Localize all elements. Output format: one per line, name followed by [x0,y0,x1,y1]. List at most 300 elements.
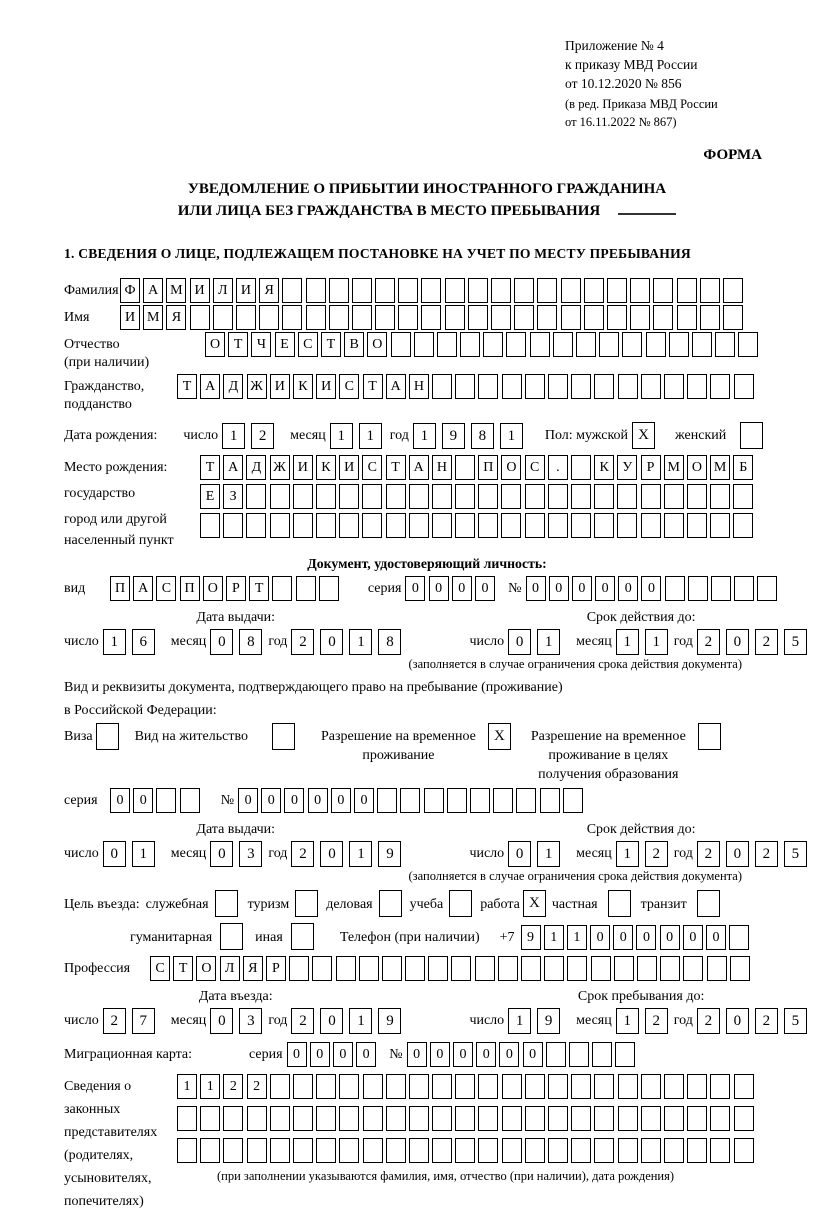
char-cell[interactable]: С [362,455,382,480]
char-cell[interactable]: О [205,332,225,357]
char-cell[interactable]: Н [432,455,452,480]
char-cell[interactable]: И [316,374,336,399]
char-cell[interactable] [734,374,754,399]
char-cell[interactable] [455,455,475,480]
char-cell[interactable] [683,956,703,981]
char-cell[interactable] [687,374,707,399]
char-cell[interactable] [455,1074,475,1099]
char-cell[interactable] [617,513,637,538]
char-cell[interactable]: 2 [697,1008,720,1034]
char-cell[interactable]: С [298,332,318,357]
char-cell[interactable] [398,278,418,303]
char-cell[interactable]: 0 [726,841,749,867]
char-cell[interactable] [432,1138,452,1163]
char-cell[interactable] [468,278,488,303]
char-cell[interactable]: Р [226,576,246,601]
char-cell[interactable] [710,1138,730,1163]
char-cell[interactable] [687,1138,707,1163]
char-cell[interactable] [483,332,503,357]
char-cell[interactable]: 0 [726,1008,749,1034]
char-cell[interactable]: 1 [349,629,372,655]
char-cell[interactable] [594,484,614,509]
char-cell[interactable]: 9 [521,925,541,950]
char-cell[interactable] [660,956,680,981]
char-cell[interactable] [594,1106,614,1131]
char-cell[interactable]: 3 [239,1008,262,1034]
char-cell[interactable]: К [293,374,313,399]
char-cell[interactable]: И [236,278,256,303]
char-cell[interactable] [664,1074,684,1099]
char-cell[interactable]: 0 [210,1008,233,1034]
char-cell[interactable] [316,1138,336,1163]
char-cell[interactable] [270,1138,290,1163]
char-cell[interactable] [594,513,614,538]
char-cell[interactable]: Б [733,455,753,480]
char-cell[interactable] [424,788,444,813]
char-cell[interactable]: 0 [407,1042,427,1067]
char-cell[interactable]: 1 [616,841,639,867]
char-cell[interactable] [618,1074,638,1099]
char-cell[interactable] [506,332,526,357]
char-cell[interactable] [734,1074,754,1099]
char-cell[interactable]: 2 [755,841,778,867]
char-cell[interactable] [319,576,339,601]
char-cell[interactable]: 1 [222,423,245,449]
char-cell[interactable] [223,1106,243,1131]
char-cell[interactable] [316,484,336,509]
char-cell[interactable]: 1 [616,629,639,655]
char-cell[interactable] [498,956,518,981]
char-cell[interactable]: К [594,455,614,480]
char-cell[interactable]: 0 [590,925,610,950]
char-cell[interactable] [363,1106,383,1131]
char-cell[interactable]: 0 [523,1042,543,1067]
char-cell[interactable] [571,1138,591,1163]
temp-permit-checkbox[interactable]: X [488,723,511,750]
char-cell[interactable] [669,332,689,357]
char-cell[interactable]: 0 [331,788,351,813]
char-cell[interactable] [514,278,534,303]
char-cell[interactable] [421,305,441,330]
char-cell[interactable]: 2 [755,629,778,655]
char-cell[interactable] [502,1138,522,1163]
char-cell[interactable] [437,332,457,357]
char-cell[interactable] [468,305,488,330]
char-cell[interactable] [653,305,673,330]
char-cell[interactable] [293,1074,313,1099]
purpose-private-checkbox[interactable] [608,890,631,917]
char-cell[interactable] [569,1042,589,1067]
char-cell[interactable]: 8 [471,423,494,449]
char-cell[interactable]: 0 [405,576,425,601]
char-cell[interactable]: 2 [697,841,720,867]
char-cell[interactable]: 0 [452,576,472,601]
char-cell[interactable] [460,332,480,357]
char-cell[interactable]: И [339,455,359,480]
char-cell[interactable]: 0 [354,788,374,813]
char-cell[interactable]: А [143,278,163,303]
char-cell[interactable] [316,1106,336,1131]
char-cell[interactable] [270,1106,290,1131]
char-cell[interactable] [455,374,475,399]
char-cell[interactable] [723,278,743,303]
char-cell[interactable] [478,484,498,509]
char-cell[interactable]: Е [275,332,295,357]
char-cell[interactable]: 2 [223,1074,243,1099]
char-cell[interactable] [478,1138,498,1163]
char-cell[interactable]: 0 [284,788,304,813]
char-cell[interactable]: 0 [726,629,749,655]
purpose-study-checkbox[interactable] [449,890,472,917]
char-cell[interactable] [734,576,754,601]
char-cell[interactable]: С [525,455,545,480]
char-cell[interactable] [692,332,712,357]
char-cell[interactable]: 1 [200,1074,220,1099]
char-cell[interactable]: А [200,374,220,399]
char-cell[interactable] [293,484,313,509]
char-cell[interactable] [553,332,573,357]
char-cell[interactable] [339,513,359,538]
char-cell[interactable]: 9 [442,423,465,449]
char-cell[interactable] [409,513,429,538]
char-cell[interactable]: 3 [239,841,262,867]
char-cell[interactable] [502,1074,522,1099]
char-cell[interactable] [641,1106,661,1131]
char-cell[interactable] [447,788,467,813]
char-cell[interactable]: 2 [251,423,274,449]
char-cell[interactable] [537,305,557,330]
char-cell[interactable]: 0 [356,1042,376,1067]
char-cell[interactable] [428,956,448,981]
char-cell[interactable] [400,788,420,813]
char-cell[interactable]: 1 [132,841,155,867]
char-cell[interactable]: 2 [291,1008,314,1034]
char-cell[interactable] [386,1138,406,1163]
char-cell[interactable] [646,332,666,357]
char-cell[interactable] [563,788,583,813]
char-cell[interactable] [363,1138,383,1163]
char-cell[interactable] [641,374,661,399]
char-cell[interactable] [525,484,545,509]
char-cell[interactable]: О [687,455,707,480]
char-cell[interactable] [414,332,434,357]
char-cell[interactable]: В [344,332,364,357]
char-cell[interactable]: Я [259,278,279,303]
purpose-work-checkbox[interactable]: X [523,890,546,917]
char-cell[interactable] [445,278,465,303]
char-cell[interactable] [223,1138,243,1163]
char-cell[interactable] [548,1074,568,1099]
char-cell[interactable] [491,305,511,330]
char-cell[interactable] [594,1074,614,1099]
char-cell[interactable]: 0 [526,576,546,601]
char-cell[interactable] [247,1106,267,1131]
char-cell[interactable]: 1 [544,925,564,950]
char-cell[interactable] [548,1106,568,1131]
char-cell[interactable]: 1 [103,629,126,655]
char-cell[interactable] [296,576,316,601]
char-cell[interactable] [525,513,545,538]
char-cell[interactable] [677,278,697,303]
char-cell[interactable]: 0 [618,576,638,601]
char-cell[interactable] [293,1138,313,1163]
char-cell[interactable]: 1 [413,423,436,449]
char-cell[interactable] [213,305,233,330]
char-cell[interactable] [525,1074,545,1099]
char-cell[interactable] [470,788,490,813]
char-cell[interactable] [377,788,397,813]
char-cell[interactable]: 1 [359,423,382,449]
char-cell[interactable] [715,332,735,357]
char-cell[interactable]: Ф [120,278,140,303]
char-cell[interactable] [190,305,210,330]
char-cell[interactable]: 1 [500,423,523,449]
purpose-transit-checkbox[interactable] [697,890,720,917]
char-cell[interactable]: 1 [567,925,587,950]
char-cell[interactable]: 0 [103,841,126,867]
char-cell[interactable] [687,1074,707,1099]
char-cell[interactable] [622,332,642,357]
char-cell[interactable] [362,513,382,538]
char-cell[interactable] [664,513,684,538]
char-cell[interactable] [409,484,429,509]
char-cell[interactable] [571,513,591,538]
char-cell[interactable]: И [293,455,313,480]
char-cell[interactable] [548,484,568,509]
char-cell[interactable]: Р [641,455,661,480]
purpose-tourism-checkbox[interactable] [295,890,318,917]
char-cell[interactable]: 1 [508,1008,531,1034]
char-cell[interactable] [548,513,568,538]
char-cell[interactable]: 0 [613,925,633,950]
char-cell[interactable] [475,956,495,981]
char-cell[interactable]: 0 [320,841,343,867]
char-cell[interactable] [540,788,560,813]
char-cell[interactable]: П [180,576,200,601]
char-cell[interactable]: 1 [177,1074,197,1099]
char-cell[interactable] [548,374,568,399]
char-cell[interactable] [548,1138,568,1163]
char-cell[interactable] [525,1138,545,1163]
char-cell[interactable]: 5 [784,629,807,655]
char-cell[interactable]: С [150,956,170,981]
char-cell[interactable]: О [367,332,387,357]
char-cell[interactable] [502,1106,522,1131]
char-cell[interactable] [591,956,611,981]
char-cell[interactable]: 2 [291,841,314,867]
char-cell[interactable]: 0 [261,788,281,813]
char-cell[interactable] [386,1074,406,1099]
char-cell[interactable] [200,1106,220,1131]
char-cell[interactable]: 0 [320,1008,343,1034]
char-cell[interactable]: М [710,455,730,480]
char-cell[interactable]: 0 [287,1042,307,1067]
char-cell[interactable]: 0 [308,788,328,813]
char-cell[interactable]: 0 [660,925,680,950]
char-cell[interactable] [617,484,637,509]
char-cell[interactable] [316,513,336,538]
sex-female-checkbox[interactable] [740,422,763,449]
residence-permit-checkbox[interactable] [272,723,295,750]
char-cell[interactable] [491,278,511,303]
char-cell[interactable]: Д [223,374,243,399]
char-cell[interactable] [546,1042,566,1067]
char-cell[interactable]: 9 [378,841,401,867]
char-cell[interactable] [592,1042,612,1067]
char-cell[interactable]: Т [321,332,341,357]
char-cell[interactable] [223,513,243,538]
char-cell[interactable]: 0 [508,629,531,655]
char-cell[interactable] [665,576,685,601]
char-cell[interactable] [200,513,220,538]
char-cell[interactable]: Л [220,956,240,981]
char-cell[interactable] [641,1138,661,1163]
char-cell[interactable] [455,1138,475,1163]
char-cell[interactable]: 8 [378,629,401,655]
char-cell[interactable] [687,513,707,538]
char-cell[interactable]: 2 [103,1008,126,1034]
char-cell[interactable] [710,1106,730,1131]
char-cell[interactable] [386,513,406,538]
char-cell[interactable]: 0 [636,925,656,950]
char-cell[interactable] [282,278,302,303]
char-cell[interactable] [236,305,256,330]
char-cell[interactable] [329,305,349,330]
char-cell[interactable] [637,956,657,981]
char-cell[interactable]: А [386,374,406,399]
char-cell[interactable] [688,576,708,601]
char-cell[interactable]: 0 [238,788,258,813]
char-cell[interactable] [270,1074,290,1099]
char-cell[interactable]: Т [386,455,406,480]
char-cell[interactable] [571,455,591,480]
char-cell[interactable]: Я [166,305,186,330]
char-cell[interactable] [409,1074,429,1099]
char-cell[interactable] [363,1074,383,1099]
char-cell[interactable] [282,305,302,330]
char-cell[interactable] [544,956,564,981]
char-cell[interactable] [664,1138,684,1163]
char-cell[interactable] [571,374,591,399]
char-cell[interactable] [664,1106,684,1131]
purpose-business-checkbox[interactable] [379,890,402,917]
char-cell[interactable]: 0 [572,576,592,601]
char-cell[interactable]: 2 [291,629,314,655]
char-cell[interactable] [409,1106,429,1131]
char-cell[interactable]: 0 [333,1042,353,1067]
char-cell[interactable]: Д [246,455,266,480]
visa-checkbox[interactable] [96,723,119,750]
char-cell[interactable] [312,956,332,981]
char-cell[interactable] [734,1106,754,1131]
char-cell[interactable]: Т [228,332,248,357]
char-cell[interactable] [398,305,418,330]
char-cell[interactable] [329,278,349,303]
char-cell[interactable]: 5 [784,841,807,867]
char-cell[interactable] [607,278,627,303]
char-cell[interactable]: М [664,455,684,480]
char-cell[interactable] [432,1106,452,1131]
char-cell[interactable] [729,925,749,950]
char-cell[interactable]: 1 [537,841,560,867]
char-cell[interactable] [270,484,290,509]
char-cell[interactable] [432,513,452,538]
char-cell[interactable] [584,278,604,303]
char-cell[interactable] [711,576,731,601]
char-cell[interactable] [352,305,372,330]
char-cell[interactable] [478,1106,498,1131]
char-cell[interactable]: М [143,305,163,330]
char-cell[interactable] [641,484,661,509]
char-cell[interactable] [270,513,290,538]
char-cell[interactable] [618,1106,638,1131]
char-cell[interactable]: 0 [110,788,130,813]
char-cell[interactable]: А [133,576,153,601]
char-cell[interactable]: Е [200,484,220,509]
char-cell[interactable] [561,278,581,303]
char-cell[interactable]: 2 [645,1008,668,1034]
char-cell[interactable] [409,1138,429,1163]
char-cell[interactable] [391,332,411,357]
char-cell[interactable] [571,1074,591,1099]
char-cell[interactable] [177,1138,197,1163]
char-cell[interactable] [386,1106,406,1131]
char-cell[interactable]: Н [409,374,429,399]
char-cell[interactable]: И [190,278,210,303]
char-cell[interactable]: 9 [537,1008,560,1034]
char-cell[interactable] [733,513,753,538]
char-cell[interactable] [432,1074,452,1099]
char-cell[interactable] [700,305,720,330]
char-cell[interactable]: 0 [706,925,726,950]
char-cell[interactable] [375,305,395,330]
char-cell[interactable]: П [478,455,498,480]
char-cell[interactable] [336,956,356,981]
char-cell[interactable] [687,1106,707,1131]
char-cell[interactable]: 5 [784,1008,807,1034]
char-cell[interactable] [525,1106,545,1131]
char-cell[interactable] [306,278,326,303]
char-cell[interactable] [584,305,604,330]
char-cell[interactable] [478,1074,498,1099]
char-cell[interactable] [530,332,550,357]
char-cell[interactable] [493,788,513,813]
char-cell[interactable]: О [203,576,223,601]
char-cell[interactable]: С [339,374,359,399]
char-cell[interactable] [293,1106,313,1131]
char-cell[interactable] [607,305,627,330]
char-cell[interactable]: 1 [349,841,372,867]
char-cell[interactable] [180,788,200,813]
char-cell[interactable] [382,956,402,981]
char-cell[interactable]: 2 [697,629,720,655]
char-cell[interactable]: П [110,576,130,601]
char-cell[interactable] [537,278,557,303]
char-cell[interactable]: Л [213,278,233,303]
char-cell[interactable] [339,1106,359,1131]
char-cell[interactable] [710,374,730,399]
char-cell[interactable] [293,513,313,538]
char-cell[interactable] [501,513,521,538]
char-cell[interactable]: И [270,374,290,399]
char-cell[interactable]: О [196,956,216,981]
char-cell[interactable]: 0 [683,925,703,950]
char-cell[interactable] [339,484,359,509]
char-cell[interactable] [339,1074,359,1099]
char-cell[interactable] [455,484,475,509]
char-cell[interactable]: 2 [247,1074,267,1099]
char-cell[interactable] [289,956,309,981]
